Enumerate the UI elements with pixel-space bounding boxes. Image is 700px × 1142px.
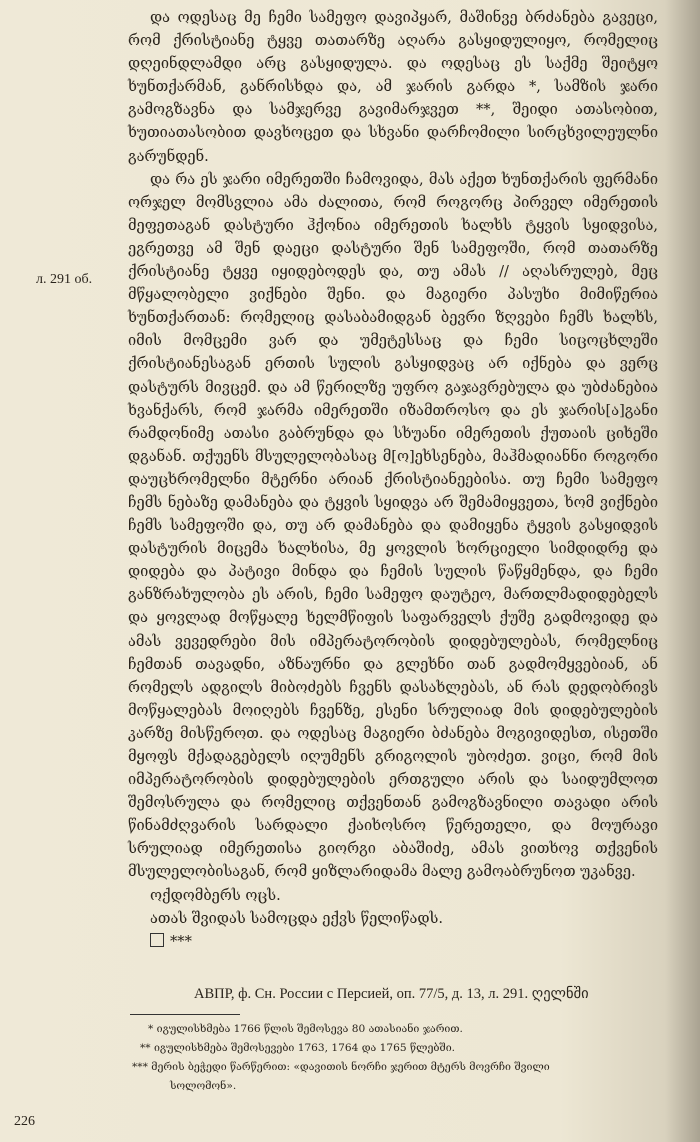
- closing-date-1: ოქდომბერს ოცს.: [150, 886, 281, 904]
- main-text: [128, 6, 658, 953]
- footnote-3-continued: სოლომონ».: [170, 1080, 237, 1092]
- paragraph-2: და რა ეს ჯარი იმერეთში ჩამოვიდა, მას აქეთ ხუნთქარის ფერმანი ორჯელ მომსვლია ამა ძალითა, რომ როგორც პირველ იმერეთის მეფეთაგან დასტური ჰქონია იმერეთის ხალხს ტყვის სყიდვისა, ეგრეთვე ამ შენ დაეცი დასტური შენ სამეფოში, რომ თათარზე ქრისტიანე ტყვე იყიდებოდეს და, თუ ამას // აღასრულებ, მეც მწყალობელი ვიქნები შენი. და მაგიერი პასუხი მიმიწერია ხუნთქართან: რომელიც დასაბამიდგან ბევრი ზღვები ჩემს ხალხს, იმის მომცემი ვარ და უმეტესსაც და ჩემი სიცოცხლეში ქრისტიანესაგან ერთის სულის გასყიდვაც არ იქნება და ვერც დასტურს მივცემ. და ამ წერილზე უფრო გაჯავრებულა და უბძანებია ხვანქარს, რომ ჯარმა იმერეთში იზამთროსო და ეს ჯარის[ა]განი რამდონიმე ათასი გაბრუნდა და სხუანი იმერეთის ქუთაის ციხეში დგანან. თქუენს მსულელობასაც მ[ო]ეხსენება, მაჰმადიანნი როგორი დაუცხრომელნი მტერნი არიან ქრისტიანეებისა. თუ ჩემი სამეფო ჩემს ნებაზე დამანება და ტყვის სყიდვა არ შემამიყვეთა, ხომ ვიქნები ჩემს სამეფოში და, თუ არ დამანება და დამიყენა ტყვის გასყიდვის დასტურის მიცემა ხალხისა, მე ყოვლის ხორციელი სიმდიდრე და დიდება და პატივი მინდა და ჩემის სულის წაწყმენდა, და ჩემი განზრახულობა ეს არის, ჩემი სამეფო დაუტეო, მართლმადიდებელს და ყოვლად მოწყალე ხელმწიფის საფარველს ქუშე გადმოვიდე და ამას ვევედრები მის იმპერატორობის დიდებულებას, რომელნიც ჩემთან თავადნი, აზნაურნი და გლეხნი თან გადმომყვებიან, ან რომელს ადგილს მიბოძებს ჩვენს დასახლებას, ან რას დედობრივს მოწყალებას მოიღებს ჩვენზე, ესენი სრულიად მის დიდებულების კარზე მისწეროთ. და ოდესაც მაგიერი ბძანება მოგივიდესთ, ისეთში მყოფს მქადაგებელს იღუმენს გრიგოლის უბოძეთ. ვიცი, რომ მის იმპერატორობის დიდებულების ერთგული არის და საიდუმლოთ შემოსრულა და რომელიც თქვენთან გამოგზავნილი თავადი არის წინამძღვარის სარდალი ქაიხოსრო წერეთელი, და მოურავი სრულიად იმერეთისა გიორგი აბაშიძე, ამას ვითხოვ თქვენის მსულელობისაგან, რომ ყიზლარიდამა მალე გამოაბრუნოთ უკანვე.: [128, 170, 658, 881]
- seal-stars: ***: [170, 932, 192, 950]
- archive-ref-text: АВПР, ф. Сн. России с Персией, оп. 77/5, д. 13, л. 291.: [194, 986, 529, 1002]
- paragraph-1: და ოდესაც მე ჩემი სამეფო დავიპყარ, მაშინვე ბრძანება გავეცი, რომ ქრისტიანე ტყვე თათარზე აღარა გასყიდულიყო, რომელიც დღეინდლამდი არც გასყიდულა. და ოდესაც ეს საქმე შეიტყო ხუნთქარმან, განრისხდა და, ამ ჯარის გარდა *, სამზის ჯარი გამოგზავნა და სამჯერვე გავიმარჯვეთ **, შეიდი ათასობით, ხუთიათასობით დავხოცეთ და სხვანი დარჩომილი სირცხვილეულნი გარუნდენ.: [128, 9, 658, 165]
- closing-date-2: ათას შვიდას სამოცდა ექვს წელიწადს.: [150, 909, 444, 927]
- footnote-1: * იგულისხმება 1766 წლის შემოსევა 80 ათასიანი ჯარით.: [148, 1023, 463, 1035]
- margin-folio-note: л. 291 об.: [36, 272, 93, 287]
- page-number: 226: [14, 1114, 35, 1129]
- archive-trailing: ღელნში: [531, 986, 589, 1002]
- footnote-divider: [130, 1014, 240, 1015]
- footnote-3: *** მერის ბეჭედი წარწერით: «დავითის ნორჩი ჯერით მტერს მოვრჩი შვილი: [132, 1061, 550, 1073]
- seal-box-icon: [150, 933, 164, 947]
- footnote-2: ** იგულისხმება შემოსევები 1763, 1764 და 1765 წლებში.: [140, 1042, 456, 1054]
- seal-line: [128, 930, 658, 953]
- footnotes: [128, 1020, 668, 1096]
- archive-reference: [194, 986, 589, 1003]
